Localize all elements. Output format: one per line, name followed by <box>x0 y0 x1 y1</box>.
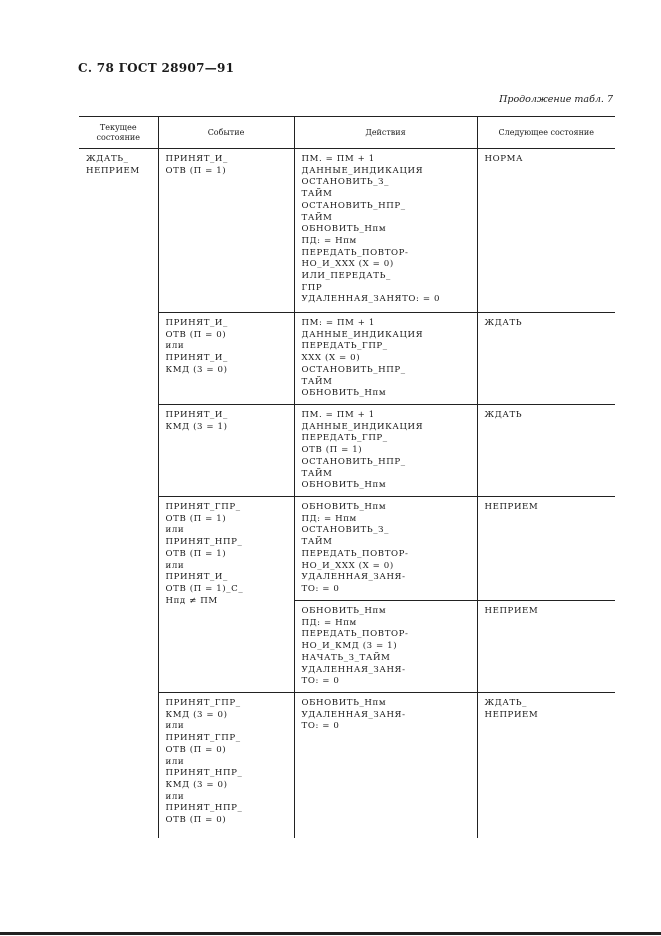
table-header-row <box>79 117 615 149</box>
event-cell: ПРИНЯТ_ГПР_ ОТВ (П = 1) или ПРИНЯТ_НПР_ ОТВ (П = 1) или ПРИНЯТ_И_ ОТВ (П = 1)_С_ Нпд ≠ ПМ <box>158 497 294 693</box>
actions-cell: ОБНОВИТЬ_Нпм УДАЛЕННАЯ_ЗАНЯ- ТО: = 0 <box>294 693 477 838</box>
next-state-cell: НОРМА <box>477 149 615 313</box>
table-row <box>79 405 615 497</box>
column-header-actions: Действия <box>294 117 477 149</box>
current-state-cell: ЖДАТЬ_ НЕПРИЕМ <box>86 154 140 176</box>
actions-cell: ПМ. = ПМ + 1 ДАННЫЕ_ИНДИКАЦИЯ ОСТАНОВИТЬ_З_ ТАЙМ ОСТАНОВИТЬ_НПР_ ТАЙМ ОБНОВИТЬ_Нпм ПД: = Нпм ПЕРЕДАТЬ_ПОВТОР- НО_И_ХХХ (Х = 0) ИЛИ_ПЕРЕДАТЬ_ ГПР УДАЛЕННАЯ_ЗАНЯТО: = 0 <box>294 149 477 313</box>
state-table <box>79 116 615 838</box>
event-cell: ПРИНЯТ_И_ ОТВ (П = 0) или ПРИНЯТ_И_ КМД (3 = 0) <box>158 313 294 405</box>
table-row <box>79 693 615 838</box>
table-row <box>79 149 615 313</box>
table-row <box>79 497 615 601</box>
page-bottom-rule <box>0 932 661 935</box>
table-row <box>79 313 615 405</box>
actions-cell: ПМ: = ПМ + 1 ДАННЫЕ_ИНДИКАЦИЯ ПЕРЕДАТЬ_ГПР_ ХХХ (Х = 0) ОСТАНОВИТЬ_НПР_ ТАЙМ ОБНОВИТЬ_Нпм <box>294 313 477 405</box>
page-header: С. 78 ГОСТ 28907—91 <box>78 61 235 75</box>
next-state-cell: НЕПРИЕМ <box>477 497 615 601</box>
event-cell: ПРИНЯТ_И_ ОТВ (П = 1) <box>158 149 294 313</box>
next-state-cell: НЕПРИЕМ <box>477 601 615 693</box>
table-continuation-label: Продолжение табл. 7 <box>499 94 613 105</box>
next-state-cell: ЖДАТЬ <box>477 405 615 497</box>
event-cell: ПРИНЯТ_И_ КМД (3 = 1) <box>158 405 294 497</box>
column-header-next-state: Следующее состояние <box>477 117 615 149</box>
column-header-current-state: Текущее состояние <box>79 117 158 149</box>
next-state-cell: ЖДАТЬ <box>477 313 615 405</box>
actions-cell: ОБНОВИТЬ_Нпм ПД: = Нпм ОСТАНОВИТЬ_З_ ТАЙМ ПЕРЕДАТЬ_ПОВТОР- НО_И_ХХХ (Х = 0) УДАЛЕННАЯ_ЗАНЯ- ТО: = 0 <box>294 497 477 601</box>
actions-cell: ОБНОВИТЬ_Нпм ПД: = Нпм ПЕРЕДАТЬ_ПОВТОР- НО_И_КМД (3 = 1) НАЧАТЬ_З_ТАЙМ УДАЛЕННАЯ_ЗАНЯ- ТО: = 0 <box>294 601 477 693</box>
event-cell: ПРИНЯТ_ГПР_ КМД (3 = 0) или ПРИНЯТ_ГПР_ ОТВ (П = 0) или ПРИНЯТ_НПР_ КМД (3 = 0) или ПРИНЯТ_НПР_ ОТВ (П = 0) <box>158 693 294 838</box>
column-header-event: Событие <box>158 117 294 149</box>
next-state-cell: ЖДАТЬ_ НЕПРИЕМ <box>477 693 615 838</box>
actions-cell: ПМ. = ПМ + 1 ДАННЫЕ_ИНДИКАЦИЯ ПЕРЕДАТЬ_ГПР_ ОТВ (П = 1) ОСТАНОВИТЬ_НПР_ ТАЙМ ОБНОВИТЬ_Нпм <box>294 405 477 497</box>
